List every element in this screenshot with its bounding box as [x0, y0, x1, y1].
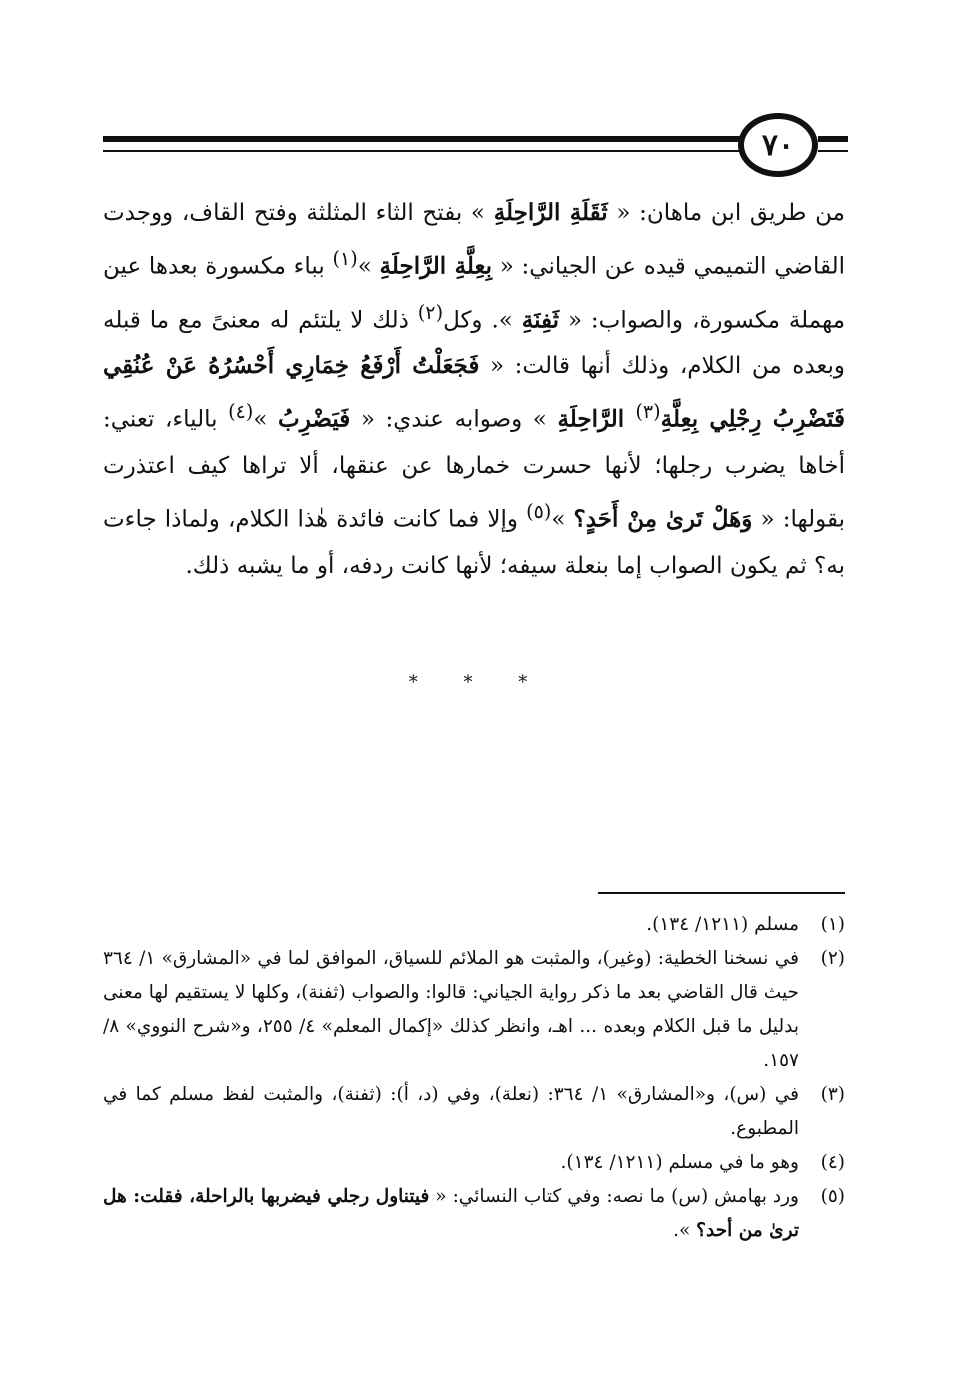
- header-rule-right-thin: [818, 150, 848, 152]
- footnote-number: (٣): [820, 1084, 845, 1105]
- footnote-number: (٥): [820, 1186, 845, 1207]
- footnote-text: في نسخنا الخطية: (وغير)، والمثبت هو الملائم للسياق، الموافق لما في «المشارق» ١/ ٣٦٤ حيث قال القاضي بعد ما ذكر رواية الجياني: قالوا: والصواب (ثفنة)، وكلها لا يستقيم لها معنى بدليل ما قبل الكلام وبعده ... اهـ، وانظر كذلك «إكمال المعلم» ٤/ ٢٥٥، و«شرح النووي» ٨/ ١٥٧.: [103, 948, 799, 1071]
- text-run: ورد بهامش (س) ما نصه: وفي كتاب النسائي: «: [429, 1186, 799, 1207]
- footnote-text: [103, 1180, 799, 1248]
- footnote-rule: [598, 892, 845, 894]
- main-text: [103, 190, 845, 589]
- text-run: »: [551, 506, 574, 533]
- footnote-ref[interactable]: (٣): [635, 400, 661, 424]
- footnote-number: (١): [820, 914, 845, 935]
- header-rule-thick: [103, 136, 743, 142]
- footnote-item: [103, 942, 845, 1078]
- text-run: » بفتح الثاء المثلثة وفتح القاف، ووجدت القاضي التميمي قيده عن الجياني: «: [103, 200, 845, 280]
- text-run: ».: [673, 1220, 697, 1241]
- footnote-item: [103, 1078, 845, 1146]
- footnote-ref[interactable]: (٤): [228, 400, 254, 424]
- text-run: ذلك لا يلتئم له معنىً مع ما قبله وبعده من الكلام، وذلك أنها قالت: «: [103, 307, 845, 380]
- footnote-text: مسلم (١٢١١/ ١٣٤).: [646, 914, 799, 935]
- text-run: »: [253, 406, 279, 433]
- footnote-item: [103, 908, 845, 942]
- text-run: بباء مكسورة بعدها عين مهملة مكسورة، والصواب: «: [103, 253, 846, 334]
- text-run: »: [357, 253, 380, 280]
- text-run: ». وكل: [443, 307, 522, 334]
- text-run: وإلا فما كانت فائدة هٰذا الكلام، ولماذا جاءت به؟ ثم يكون الصواب إما بنعلة سيفه؛ لأنها كانت ردفه، أو ما يشبه ذلك.: [103, 506, 845, 579]
- text-run: من طريق ابن ماهان: «: [607, 200, 845, 226]
- footnote-text: في (س)، و«المشارق» ١/ ٣٦٤: (نعلة)، وفي (د، أ): (ثفنة)، والمثبت لفظ مسلم كما في المطبوع.: [103, 1084, 799, 1139]
- header-rule-thin: [103, 150, 743, 152]
- quoted-phrase: الرَّاحِلَةِ: [557, 405, 636, 433]
- footnote-text: وهو ما في مسلم (١٢١١/ ١٣٤).: [560, 1152, 799, 1173]
- text-run: » وصوابه عندي: «: [350, 406, 558, 433]
- page-header: [0, 0, 956, 200]
- quoted-phrase: بِعِلَّةِ الرَّاحِلَةِ: [379, 252, 493, 280]
- quoted-phrase: فَجَعَلْتُ أَرْفَعُ خِمَارِي أَحْسُرُهُ عَنْ عُنُقِي فَتَضْرِبُ رِجْلِي بِعِلَّةِ: [103, 352, 845, 433]
- header-rule-right-thick: [818, 136, 848, 142]
- footnote-ref[interactable]: (١): [332, 247, 358, 270]
- footnote-item: [103, 1146, 845, 1180]
- quoted-phrase: ثَقَلَةِ الرَّاحِلَةِ: [493, 199, 608, 226]
- footnote-item: [103, 1180, 845, 1248]
- page-number: ٧٠: [738, 113, 818, 177]
- footnote-number: (٤): [820, 1152, 845, 1173]
- quoted-phrase: وَهَلْ تَرىٰ مِنْ أَحَدٍ؟: [573, 505, 753, 533]
- main-paragraph: [103, 190, 845, 589]
- quoted-phrase: فَيَضْرِبُ: [278, 405, 351, 433]
- section-separator: * * *: [408, 672, 548, 693]
- quoted-phrase: ثَفِنَةِ: [521, 306, 560, 334]
- footnote-ref[interactable]: (٢): [417, 300, 444, 324]
- quoted-phrase: فيتناول رجلي فيضربها بالراحلة، فقلت: هل ترىٰ من أحد؟: [103, 1186, 799, 1241]
- footnote-ref[interactable]: (٥): [526, 499, 552, 523]
- text-run: بالياء، تعني: أخاها يضرب رجلها؛ لأنها حسرت خمارها عن عنقها، ألا تراها كيف اعتذرت بقولها: «: [103, 406, 845, 533]
- footnote-number: (٢): [820, 948, 845, 969]
- footnotes: [103, 908, 845, 1248]
